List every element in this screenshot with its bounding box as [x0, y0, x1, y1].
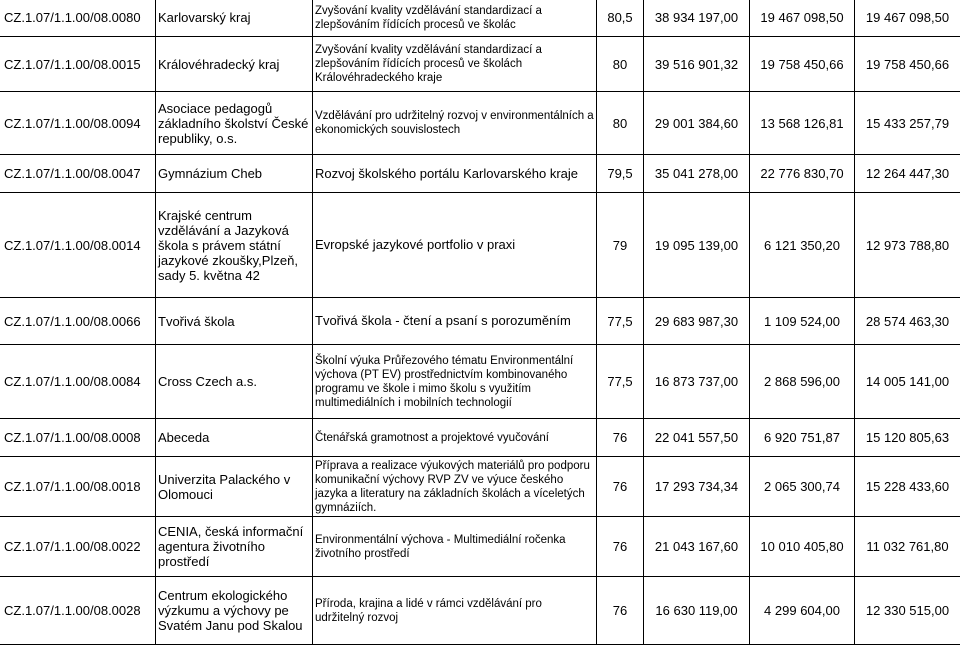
- project-title: Školní výuka Průřezového tématu Environmentální výchova (PT EV) prostřednictvím kombinovaného programu ve škole i mimo školu s využitím multimediálních i mobilních technologií: [313, 345, 597, 419]
- project-code: CZ.1.07/1.1.00/08.0008: [0, 419, 156, 457]
- project-code: CZ.1.07/1.1.00/08.0094: [0, 92, 156, 155]
- score: 79,5: [597, 155, 644, 193]
- score: 77,5: [597, 345, 644, 419]
- score: 80: [597, 92, 644, 155]
- applicant: Univerzita Palackého v Olomouci: [156, 457, 313, 517]
- project-code: CZ.1.07/1.1.00/08.0018: [0, 457, 156, 517]
- total-amount: 19 095 139,00: [644, 193, 750, 298]
- project-code: CZ.1.07/1.1.00/08.0066: [0, 298, 156, 345]
- amount-a: 10 010 405,80: [750, 517, 855, 577]
- amount-a: 19 758 450,66: [750, 37, 855, 92]
- amount-a: 2 065 300,74: [750, 457, 855, 517]
- score: 76: [597, 419, 644, 457]
- score: 76: [597, 577, 644, 645]
- project-title: Zvyšování kvality vzdělávání standardizací a zlepšováním řídících procesů ve školách Královéhradeckého kraje: [313, 37, 597, 92]
- table-row: [0, 155, 960, 193]
- score: 76: [597, 457, 644, 517]
- project-code: CZ.1.07/1.1.00/08.0080: [0, 0, 156, 37]
- amount-a: 2 868 596,00: [750, 345, 855, 419]
- amount-b: 15 228 433,60: [855, 457, 960, 517]
- amount-b: 19 467 098,50: [855, 0, 960, 37]
- project-code: CZ.1.07/1.1.00/08.0015: [0, 37, 156, 92]
- applicant: Tvořivá škola: [156, 298, 313, 345]
- score: 76: [597, 517, 644, 577]
- total-amount: 16 873 737,00: [644, 345, 750, 419]
- project-title: Rozvoj školského portálu Karlovarského kraje: [313, 155, 597, 193]
- project-code: CZ.1.07/1.1.00/08.0047: [0, 155, 156, 193]
- applicant: Krajské centrum vzdělávání a Jazyková škola s právem státní jazykové zkoušky,Plzeň, sady 5. května 42: [156, 193, 313, 298]
- total-amount: 39 516 901,32: [644, 37, 750, 92]
- table-row: [0, 193, 960, 298]
- table-row: [0, 37, 960, 92]
- amount-b: 12 330 515,00: [855, 577, 960, 645]
- score: 80,5: [597, 0, 644, 37]
- project-code: CZ.1.07/1.1.00/08.0022: [0, 517, 156, 577]
- applicant: CENIA, česká informační agentura životního prostředí: [156, 517, 313, 577]
- amount-b: 19 758 450,66: [855, 37, 960, 92]
- amount-a: 19 467 098,50: [750, 0, 855, 37]
- project-title: Environmentální výchova - Multimediální ročenka životního prostředí: [313, 517, 597, 577]
- total-amount: 29 683 987,30: [644, 298, 750, 345]
- total-amount: 16 630 119,00: [644, 577, 750, 645]
- amount-b: 12 264 447,30: [855, 155, 960, 193]
- table-row: [0, 92, 960, 155]
- table-row: [0, 0, 960, 37]
- total-amount: 21 043 167,60: [644, 517, 750, 577]
- project-title: Evropské jazykové portfolio v praxi: [313, 193, 597, 298]
- total-amount: 29 001 384,60: [644, 92, 750, 155]
- score: 77,5: [597, 298, 644, 345]
- project-title: Zvyšování kvality vzdělávání standardizací a zlepšováním řídících procesů ve školác: [313, 0, 597, 37]
- total-amount: 35 041 278,00: [644, 155, 750, 193]
- project-title: Tvořivá škola - čtení a psaní s porozuměním: [313, 298, 597, 345]
- amount-a: 4 299 604,00: [750, 577, 855, 645]
- amount-a: 1 109 524,00: [750, 298, 855, 345]
- table-row: [0, 345, 960, 419]
- applicant: Centrum ekologického výzkumu a výchovy pe Svatém Janu pod Skalou: [156, 577, 313, 645]
- score: 80: [597, 37, 644, 92]
- project-code: CZ.1.07/1.1.00/08.0084: [0, 345, 156, 419]
- project-title: Čtenářská gramotnost a projektové vyučování: [313, 419, 597, 457]
- project-code: CZ.1.07/1.1.00/08.0028: [0, 577, 156, 645]
- total-amount: 17 293 734,34: [644, 457, 750, 517]
- table-row: [0, 419, 960, 457]
- amount-b: 12 973 788,80: [855, 193, 960, 298]
- project-title: Příroda, krajina a lidé v rámci vzdělávání pro udržitelný rozvoj: [313, 577, 597, 645]
- applicant: Karlovarský kraj: [156, 0, 313, 37]
- table-row: [0, 457, 960, 517]
- applicant: Asociace pedagogů základního školství České republiky, o.s.: [156, 92, 313, 155]
- amount-b: 11 032 761,80: [855, 517, 960, 577]
- project-title: Příprava a realizace výukových materiálů pro podporu komunikační výchovy RVP ZV ve výuce českého jazyka a literatury na základních školách a víceletých gymnáziích.: [313, 457, 597, 517]
- table-row: [0, 517, 960, 577]
- applicant: Královéhradecký kraj: [156, 37, 313, 92]
- amount-a: 6 920 751,87: [750, 419, 855, 457]
- project-code: CZ.1.07/1.1.00/08.0014: [0, 193, 156, 298]
- total-amount: 38 934 197,00: [644, 0, 750, 37]
- project-title: Vzdělávání pro udržitelný rozvoj v environmentálních a ekonomických souvislostech: [313, 92, 597, 155]
- table-row: [0, 298, 960, 345]
- amount-b: 28 574 463,30: [855, 298, 960, 345]
- applicant: Gymnázium Cheb: [156, 155, 313, 193]
- amount-a: 22 776 830,70: [750, 155, 855, 193]
- total-amount: 22 041 557,50: [644, 419, 750, 457]
- amount-b: 15 120 805,63: [855, 419, 960, 457]
- amount-b: 15 433 257,79: [855, 92, 960, 155]
- amount-a: 6 121 350,20: [750, 193, 855, 298]
- score: 79: [597, 193, 644, 298]
- applicant: Cross Czech a.s.: [156, 345, 313, 419]
- amount-a: 13 568 126,81: [750, 92, 855, 155]
- applicant: Abeceda: [156, 419, 313, 457]
- table-row: [0, 577, 960, 645]
- amount-b: 14 005 141,00: [855, 345, 960, 419]
